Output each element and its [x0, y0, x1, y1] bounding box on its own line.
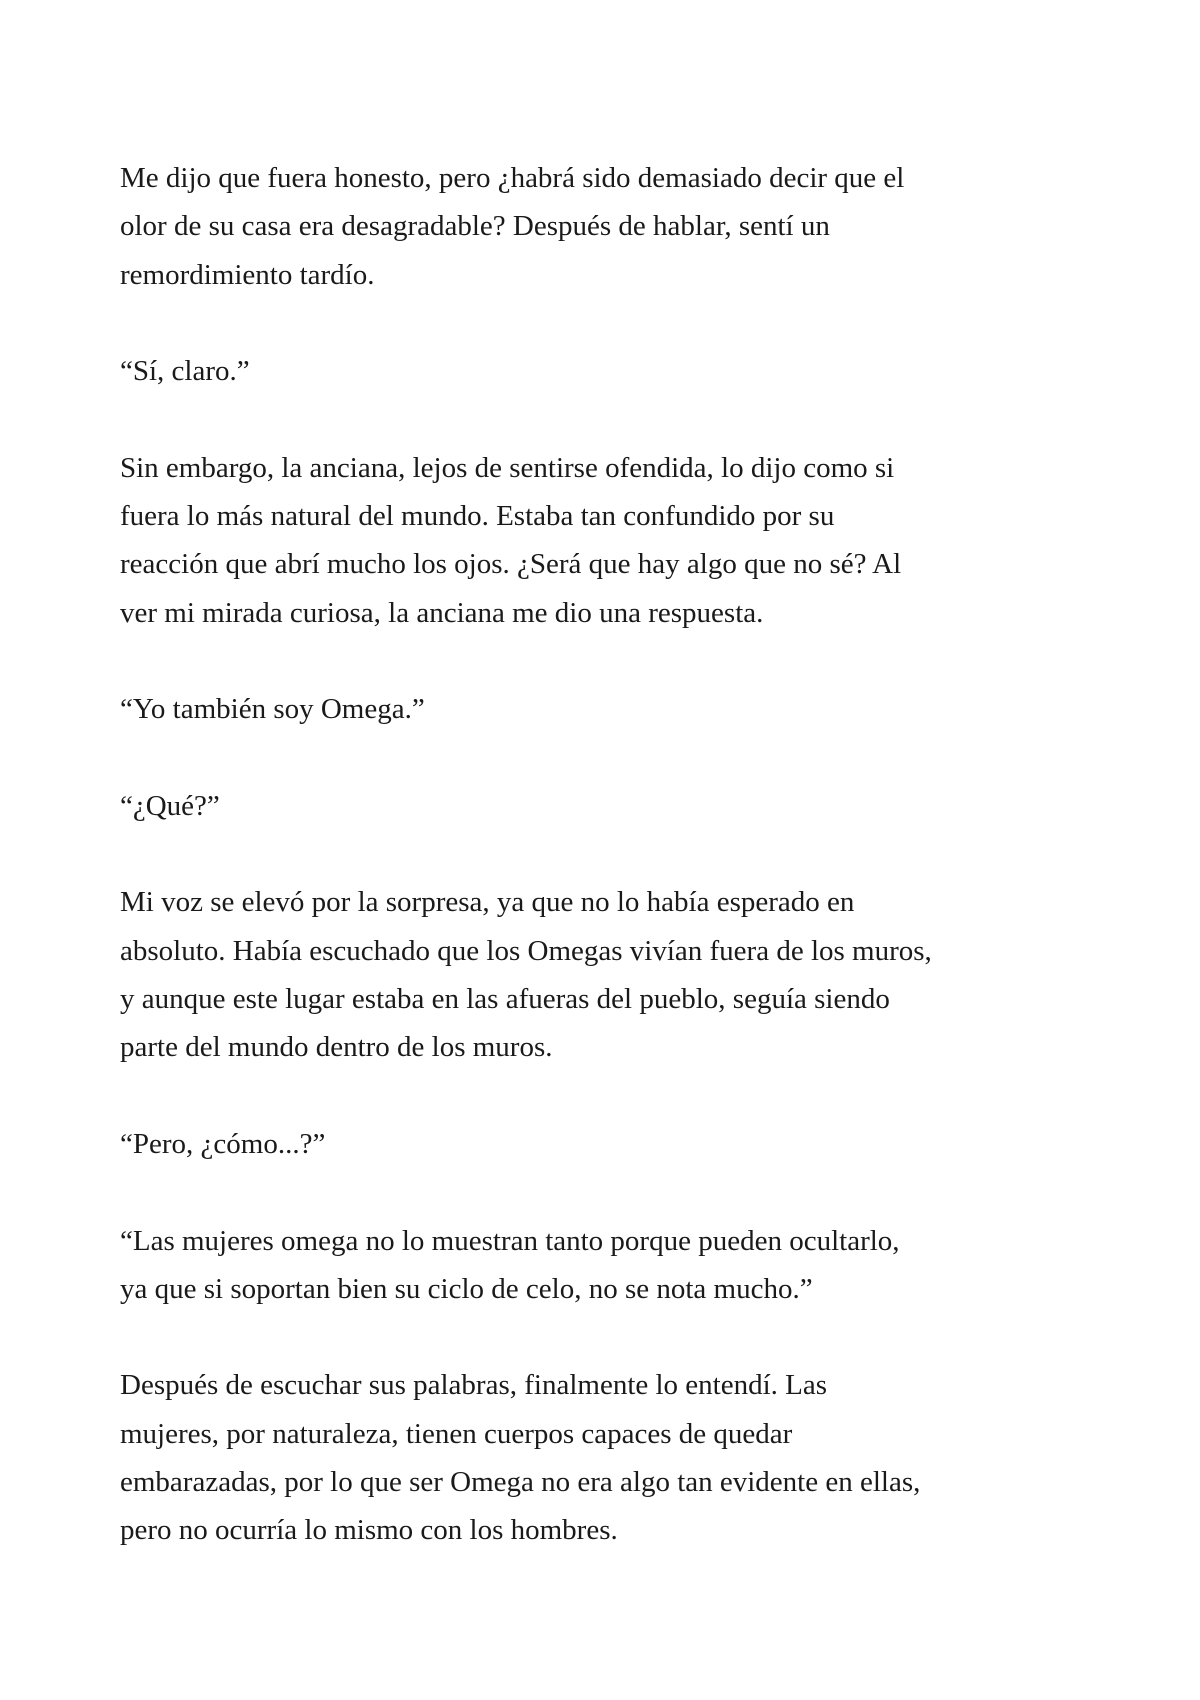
text-line: embarazadas, por lo que ser Omega no era algo tan evidente en ellas,	[120, 1466, 921, 1499]
text-line: y aunque este lugar estaba en las afueras del pueblo, seguía siendo	[120, 983, 890, 1016]
text-line: Después de escuchar sus palabras, finalmente lo entendí. Las	[120, 1369, 828, 1402]
document-body	[120, 154, 1100, 1603]
paragraph	[120, 1120, 1100, 1168]
text-line: Sin embargo, la anciana, lejos de sentirse ofendida, lo dijo como si	[120, 451, 895, 484]
paragraph	[120, 782, 1100, 830]
text-line: pero no ocurría lo mismo con los hombres.	[120, 1514, 618, 1547]
text-line: Mi voz se elevó por la sorpresa, ya que no lo había esperado en	[120, 886, 855, 919]
text-line: “Sí, claro.”	[120, 355, 250, 388]
text-line: ya que si soportan bien su ciclo de celo, no se nota mucho.”	[120, 1272, 813, 1305]
text-line: “Pero, ¿cómo...?”	[120, 1127, 326, 1160]
text-line: Me dijo que fuera honesto, pero ¿habrá sido demasiado decir que el	[120, 162, 905, 194]
text-line: ver mi mirada curiosa, la anciana me dio una respuesta.	[120, 596, 764, 629]
text-line: “Las mujeres omega no lo muestran tanto porque pueden ocultarlo,	[120, 1224, 900, 1257]
paragraph	[120, 1361, 1100, 1554]
text-line: olor de su casa era desagradable? Después de hablar, sentí un	[120, 210, 830, 243]
text-line: fuera lo más natural del mundo. Estaba tan confundido por su	[120, 500, 835, 533]
text-line: mujeres, por naturaleza, tienen cuerpos capaces de quedar	[120, 1417, 793, 1450]
text-line: absoluto. Había escuchado que los Omegas vivían fuera de los muros,	[120, 934, 932, 967]
paragraph	[120, 444, 1100, 637]
text-line: “Yo también soy Omega.”	[120, 693, 425, 726]
text-line: “¿Qué?”	[120, 789, 220, 822]
paragraph	[120, 347, 1100, 395]
paragraph	[120, 1217, 1100, 1314]
paragraph	[120, 154, 1100, 299]
text-line: reacción que abrí mucho los ojos. ¿Será que hay algo que no sé? Al	[120, 548, 902, 581]
paragraph	[120, 878, 1100, 1071]
paragraph	[120, 685, 1100, 733]
text-line: parte del mundo dentro de los muros.	[120, 1031, 553, 1064]
text-line: remordimiento tardío.	[120, 258, 375, 291]
